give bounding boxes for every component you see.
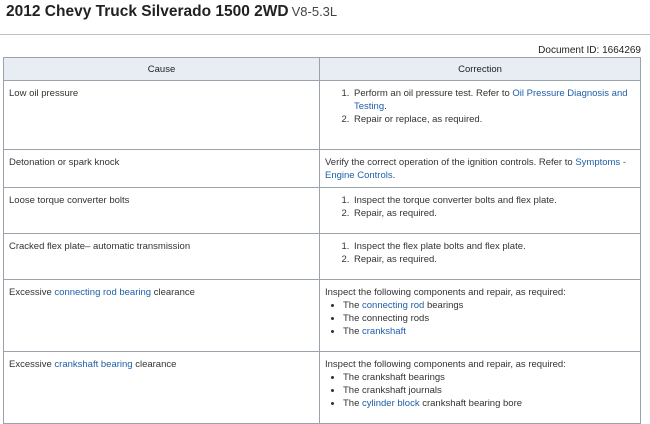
correction-step: [352, 194, 635, 207]
crankshaft-bearing-link[interactable]: crankshaft bearing: [54, 359, 133, 370]
bullet-text: The: [343, 326, 363, 337]
bullet-text-end: crankshaft bearing bore: [419, 398, 523, 409]
connecting-rod-bearing-link[interactable]: connecting rod bearing: [54, 287, 152, 298]
list-item: [343, 312, 635, 325]
table-row: [4, 280, 641, 352]
correction-column-header: Correction: [320, 58, 641, 81]
cause-cell: [4, 280, 320, 352]
correction-steps: [337, 87, 635, 126]
step-text: Repair or replace, as required.: [354, 114, 483, 125]
correction-step: [352, 240, 635, 253]
list-item: [343, 371, 635, 384]
step-text-end: .: [384, 101, 387, 112]
page-header: [0, 0, 650, 35]
cause-cell: [4, 234, 320, 280]
oil-pressure-diagnosis-link[interactable]: Oil Pressure Diagnosis and Testing: [354, 88, 628, 112]
correction-intro: Inspect the following components and repair, as required:: [325, 287, 566, 298]
cause-text: Loose torque converter bolts: [9, 195, 130, 206]
step-text: Repair, as required.: [354, 208, 437, 219]
correction-steps: [337, 194, 635, 220]
correction-cell: [320, 352, 641, 424]
correction-cell: [320, 81, 641, 150]
table-row: [4, 188, 641, 234]
cause-text: Cracked flex plate– automatic transmission: [9, 241, 191, 252]
table-row: [4, 352, 641, 424]
list-item: [343, 299, 635, 312]
page-title: [6, 3, 337, 21]
bullet-text: The crankshaft journals: [343, 385, 442, 396]
correction-cell: [320, 234, 641, 280]
crankshaft-link[interactable]: crankshaft: [362, 326, 406, 337]
step-text: Inspect the torque converter bolts and flex plate.: [354, 195, 557, 206]
table-header-row: [4, 58, 641, 81]
engine-label: V8-5.3L: [291, 4, 338, 19]
correction-steps: [337, 240, 635, 266]
table-row: [4, 234, 641, 280]
correction-cell: [320, 280, 641, 352]
bullet-text: The connecting rods: [343, 313, 430, 324]
correction-step: [352, 87, 635, 113]
correction-text-end: .: [392, 170, 396, 181]
correction-step: [352, 253, 635, 266]
table-row: [4, 81, 641, 150]
correction-cell: [320, 150, 641, 188]
list-item: [343, 397, 635, 410]
cause-cell: [4, 150, 320, 188]
list-item: [343, 384, 635, 397]
cylinder-block-link[interactable]: cylinder block: [362, 398, 420, 409]
bullet-text: The crankshaft bearings: [343, 372, 445, 383]
bullet-text: The: [343, 300, 363, 311]
step-text: Inspect the flex plate bolts and flex plate.: [354, 241, 526, 252]
cause-text-end: clearance: [132, 359, 177, 370]
connecting-rod-link[interactable]: connecting rod: [362, 300, 425, 311]
correction-cell: [320, 188, 641, 234]
list-item: [343, 325, 635, 338]
cause-text-end: clearance: [151, 287, 195, 298]
correction-bullets: [325, 371, 635, 410]
step-text: Repair, as required.: [354, 254, 437, 265]
cause-text: Low oil pressure: [9, 88, 79, 99]
cause-text: Detonation or spark knock: [9, 157, 120, 168]
bullet-text: The: [343, 398, 363, 409]
document-id: Document ID: 1664269: [538, 45, 641, 56]
table-row: [4, 150, 641, 188]
correction-intro: Inspect the following components and repair, as required:: [325, 359, 566, 370]
cause-column-header: Cause: [4, 58, 320, 81]
step-text: Perform an oil pressure test. Refer to: [354, 88, 513, 99]
correction-step: [352, 207, 635, 220]
diagnosis-table: [3, 57, 641, 424]
vehicle-title: 2012 Chevy Truck Silverado 1500 2WD: [6, 3, 289, 20]
cause-cell: [4, 81, 320, 150]
cause-text: Excessive: [9, 287, 55, 298]
cause-text: Excessive: [9, 359, 55, 370]
bullet-text-end: bearings: [424, 300, 464, 311]
correction-bullets: [325, 299, 635, 338]
symptoms-engine-controls-link[interactable]: Symptoms - Engine Controls: [325, 157, 626, 181]
correction-text: Verify the correct operation of the ignition controls. Refer to: [325, 157, 576, 168]
correction-step: [352, 113, 635, 126]
cause-cell: [4, 188, 320, 234]
cause-cell: [4, 352, 320, 424]
